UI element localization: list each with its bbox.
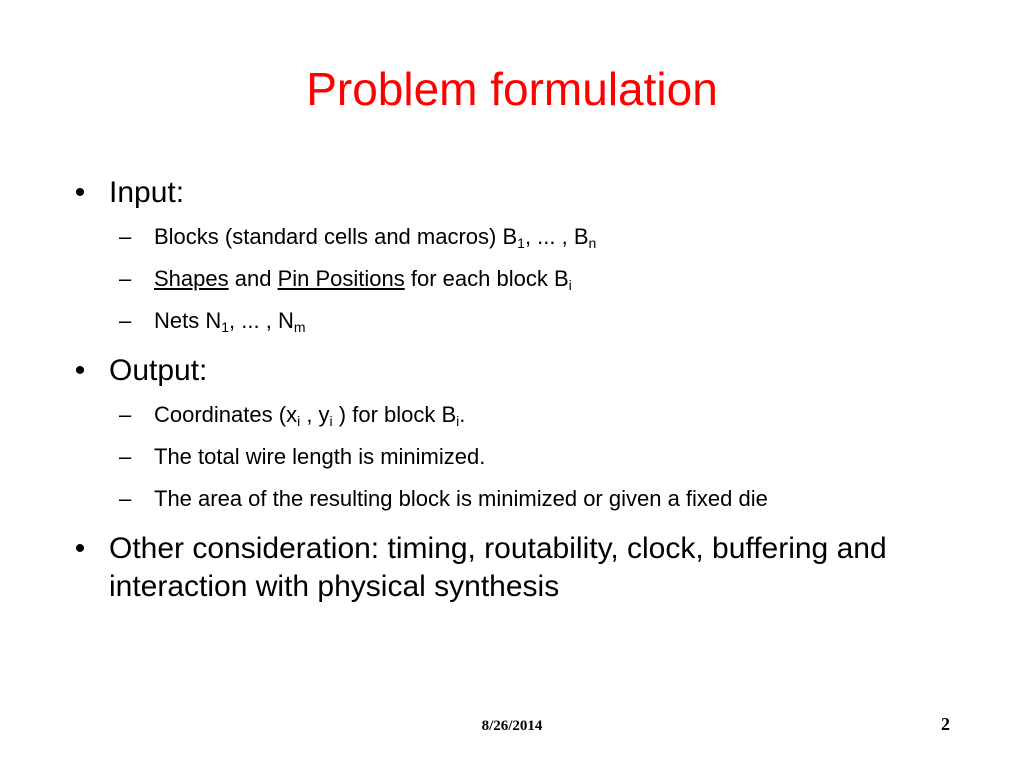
pin-positions-link: Pin Positions [277, 266, 405, 291]
bullet-other-text: Other consideration: timing, routability, clock, buffering and interaction with physical synthesis [109, 532, 887, 603]
subbullet-wire-length: – The total wire length is minimized. [70, 440, 950, 474]
dash-icon: – [119, 486, 132, 511]
bullet-output-label: Output: [109, 354, 208, 387]
subbullet-blocks: – Blocks (standard cells and macros) $B_1$, ... , $B_n$ [70, 220, 950, 254]
bullet-dot-icon: • [74, 532, 86, 565]
dash-icon: – [119, 308, 132, 333]
subbullet-shapes: – Shapes and Pin Positions for each block $B_i$ [70, 262, 950, 296]
slide-title: Problem formulation [306, 63, 718, 115]
subbullet-nets: – Nets $N_1$, ... , $N_m$ [70, 304, 950, 338]
bullet-dot-icon: • [74, 354, 86, 387]
bullet-input [70, 174, 950, 212]
subbullet-coordinates: – Coordinates ($x_i$ , $y_i$ ) for block $B_i$. [70, 398, 950, 432]
footer-date: 8/26/2014 [481, 718, 543, 734]
bullet-input-label: Input: [109, 176, 185, 209]
dash-icon: – [119, 224, 132, 249]
page-number: 2 [941, 714, 950, 734]
bullet-output [70, 352, 950, 390]
dash-icon: – [119, 402, 132, 427]
shapes-link: Shapes [154, 266, 229, 291]
subbullet-area: – The area of the resulting block is minimized or given a fixed die [70, 482, 950, 516]
bullet-other [70, 530, 950, 606]
slide-body [70, 174, 950, 606]
dash-icon: – [119, 444, 132, 469]
bullet-dot-icon: • [74, 176, 86, 209]
dash-icon: – [119, 266, 132, 291]
